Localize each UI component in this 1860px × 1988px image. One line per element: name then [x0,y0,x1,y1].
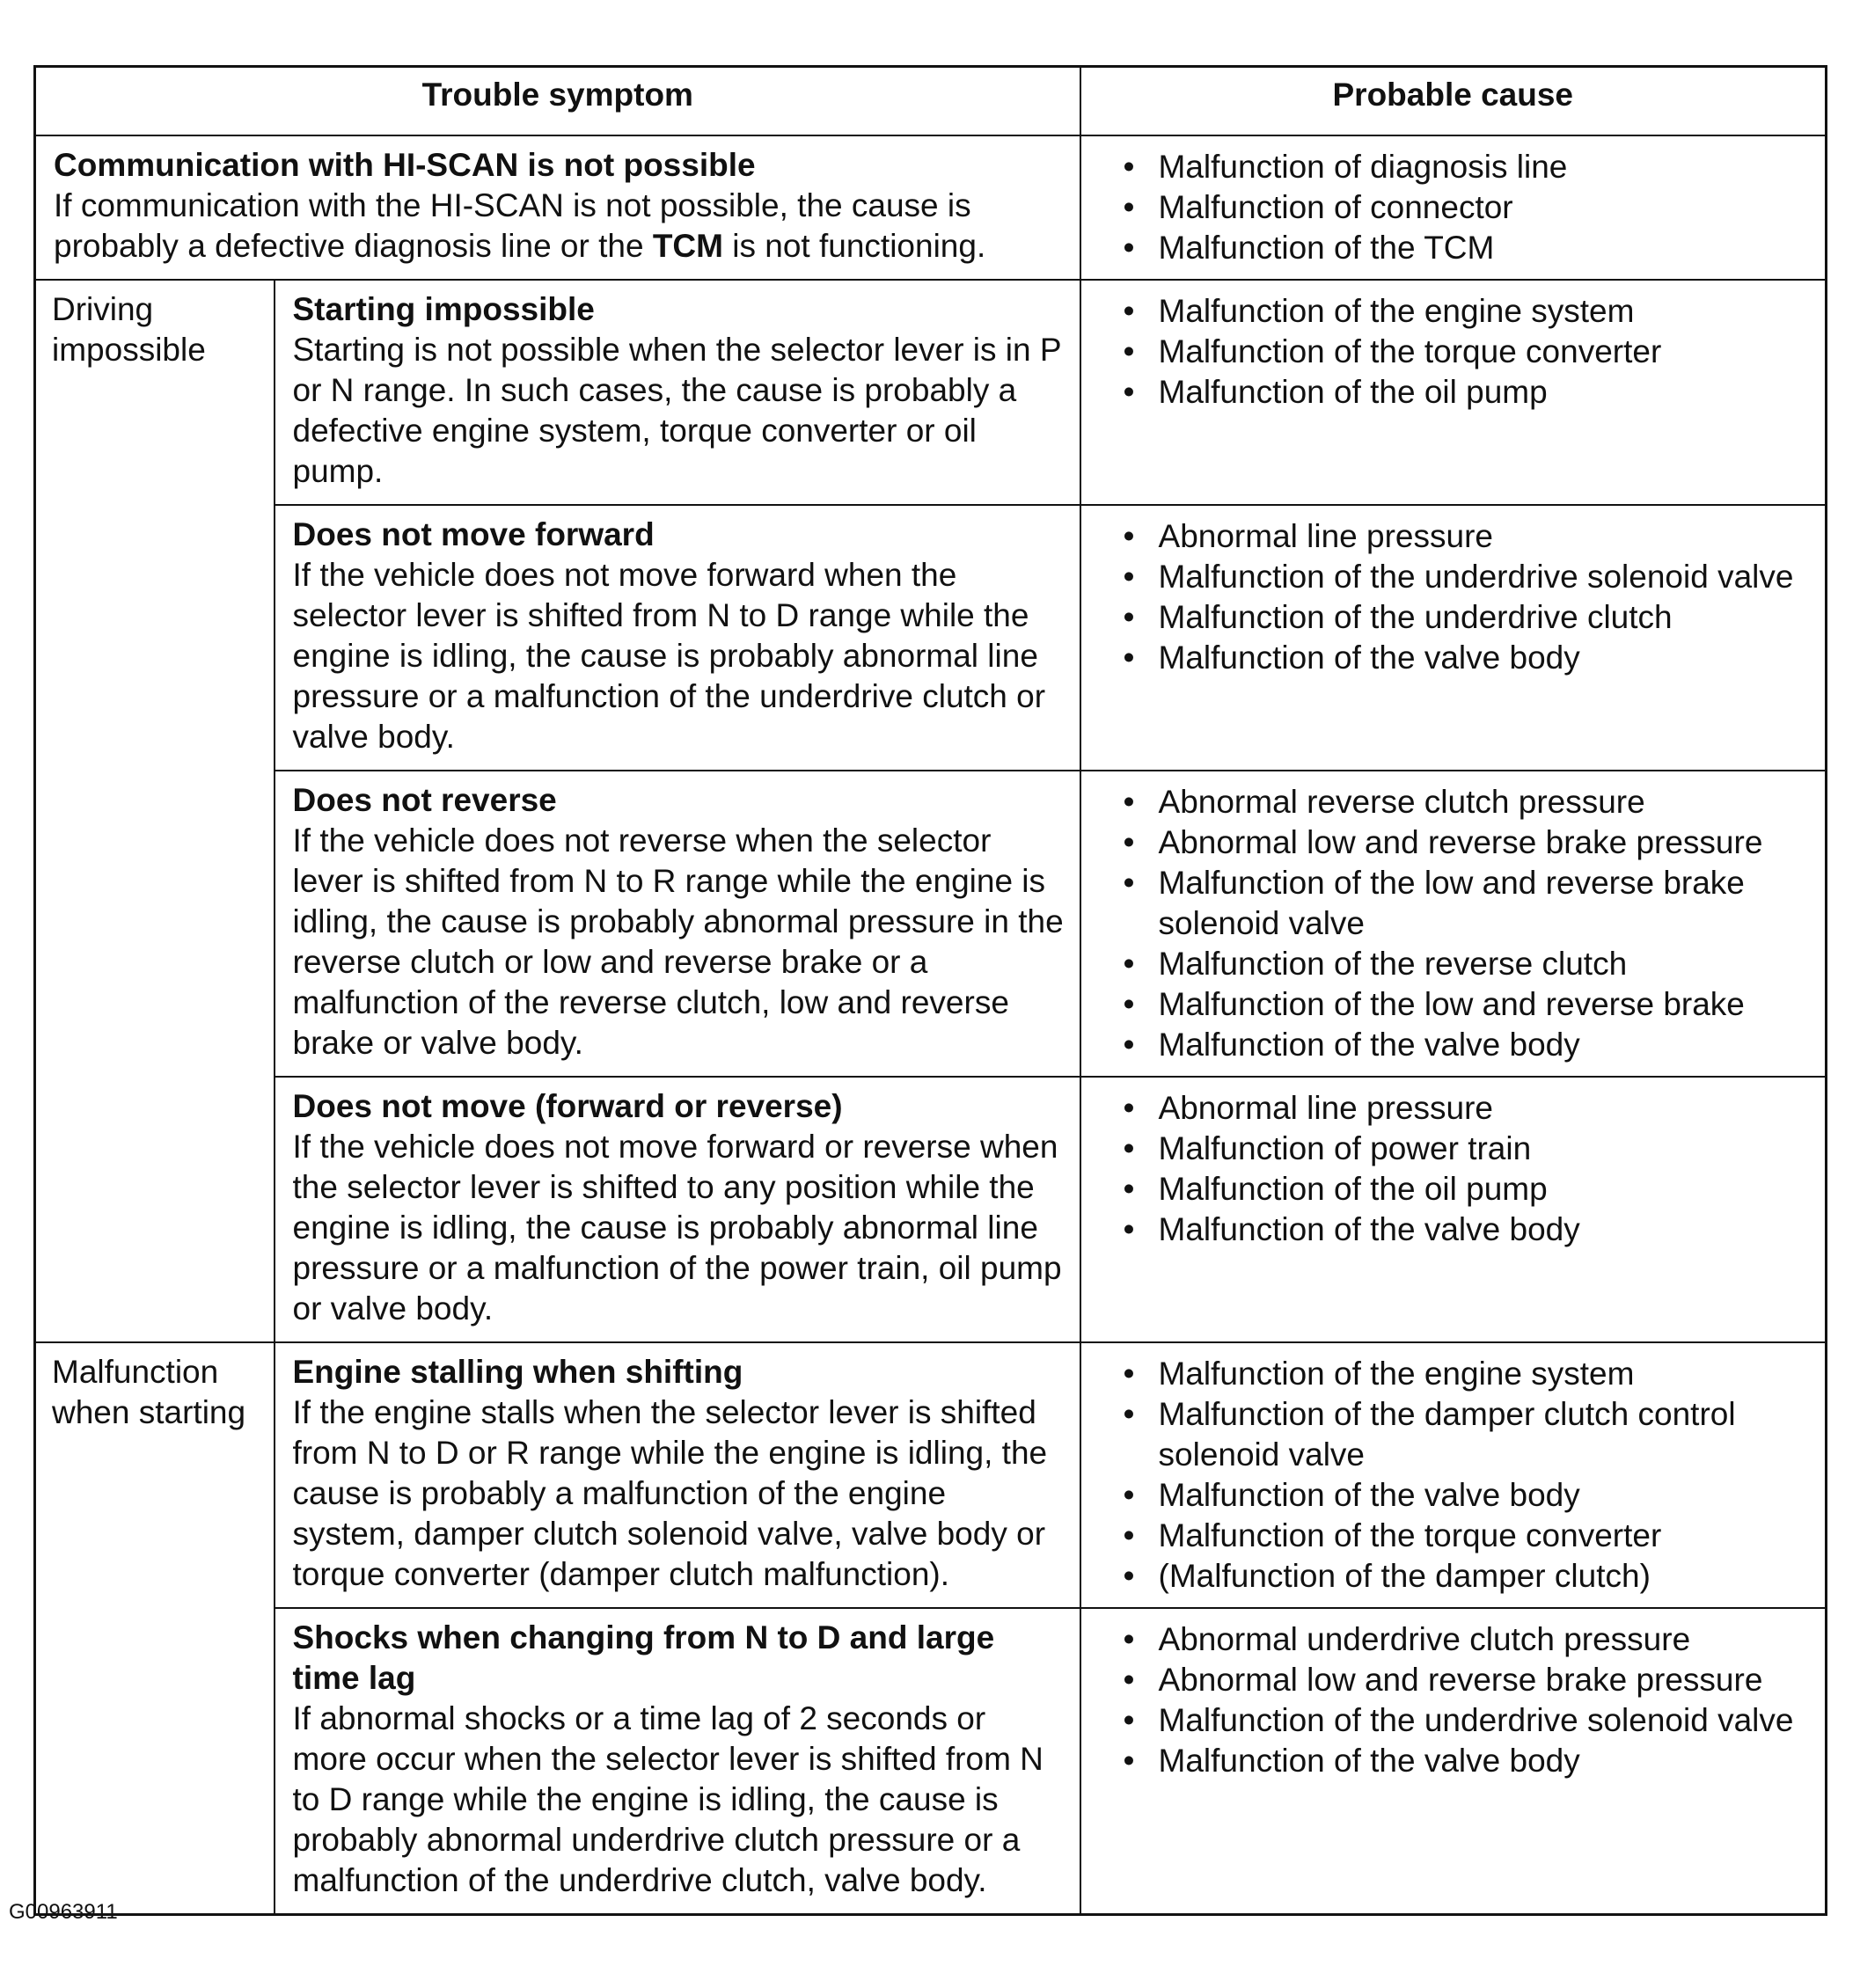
cause-list [1124,147,1812,268]
cause-item: • Malfunction of the valve body [1124,638,1812,678]
table-row [35,1077,1827,1342]
symptom-cell [35,135,1080,280]
cause-item: • Malfunction of the engine system [1124,291,1812,332]
cause-item: • Malfunction of the torque converter [1124,332,1812,372]
cause-cell [1080,1077,1827,1342]
header-probable-cause: Probable cause [1080,67,1827,136]
table-row [35,771,1827,1077]
cause-item: • Abnormal low and reverse brake pressure [1124,1660,1812,1700]
symptom-description: If the vehicle does not move forward or reverse when the selector lever is shifted to any position while the engine is idling, the cause is probably abnormal line pressure or a malfunction of the power train, oil pump or valve body. [292,1129,1062,1327]
symptom-description: Starting is not possible when the selector lever is in P or N range. In such cases, the cause is probably a defective engine system, torque converter or oil pump. [292,332,1061,489]
category-cell: Malfunction when starting [35,1342,275,1915]
cause-cell [1080,1342,1827,1608]
symptom-description-text-end: is not functioning. [722,228,986,264]
cause-item: • Malfunction of connector [1124,187,1812,228]
cause-item: • Abnormal low and reverse brake pressure [1124,822,1812,863]
symptom-description-text: If communication with the HI-SCAN is not possible, the cause is probably a defective diagnosis line or the [54,187,971,264]
symptom-cell [275,505,1080,771]
cause-item: • Malfunction of the damper clutch control solenoid valve [1124,1394,1812,1475]
table-body [35,135,1827,1915]
cause-item: • Malfunction of the low and reverse brake [1124,984,1812,1025]
symptom-title: Engine stalling when shifting [292,1354,743,1390]
cause-item: • Malfunction of diagnosis line [1124,147,1812,187]
symptom-description-bold: TCM [652,228,723,264]
cause-item: • Abnormal underdrive clutch pressure [1124,1619,1812,1660]
symptom-title: Does not reverse [292,782,557,818]
symptom-title: Starting impossible [292,291,595,327]
symptom-title: Does not move (forward or reverse) [292,1088,843,1124]
symptom-description: If the vehicle does not reverse when the selector lever is shifted from N to R range while the engine is idling, the cause is probably abnormal pressure in the reverse clutch or low and reverse brake or a malfunction of the reverse clutch, low and reverse brake or valve body. [292,822,1064,1061]
cause-item: • Malfunction of the engine system [1124,1354,1812,1394]
table-row-communication [35,135,1827,280]
symptom-cell [275,1342,1080,1608]
table-row [35,1608,1827,1915]
symptom-title: Communication with HI-SCAN is not possible [54,147,756,183]
symptom-description: If the engine stalls when the selector lever is shifted from N to D or R range while the engine is idling, the cause is probably a malfunction of the engine system, damper clutch solenoid valve, valve body or torque converter (damper clutch malfunction). [292,1394,1048,1592]
cause-list [1124,516,1812,678]
cause-item: • Malfunction of power train [1124,1129,1812,1169]
cause-item: • Malfunction of the reverse clutch [1124,944,1812,984]
cause-item: • Malfunction of the valve body [1124,1741,1812,1781]
cause-cell [1080,1608,1827,1915]
cause-item: • Malfunction of the TCM [1124,228,1812,268]
symptom-cell [275,1077,1080,1342]
table-row [35,1342,1827,1608]
cause-item: • Abnormal reverse clutch pressure [1124,782,1812,822]
symptom-description [54,186,1065,267]
cause-item: • Malfunction of the valve body [1124,1210,1812,1250]
cause-list [1124,291,1812,413]
symptom-title: Does not move forward [292,516,655,552]
cause-item: • (Malfunction of the damper clutch) [1124,1556,1812,1597]
cause-item: • Malfunction of the oil pump [1124,1169,1812,1210]
cause-cell [1080,505,1827,771]
symptom-description: If abnormal shocks or a time lag of 2 seconds or more occur when the selector lever is shifted from N to D range while the engine is idling, the cause is probably abnormal underdrive clutch pressure or a malfunction of the underdrive clutch, valve body. [292,1700,1044,1898]
symptom-description: If the vehicle does not move forward when the selector lever is shifted from N to D range while the engine is idling, the cause is probably abnormal line pressure or a malfunction of the underdrive clutch or valve body. [292,557,1046,755]
cause-item: • Malfunction of the underdrive solenoid valve [1124,557,1812,597]
figure-id: G00963911 [9,1900,118,1924]
cause-item: • Abnormal line pressure [1124,516,1812,557]
symptom-title: Shocks when changing from N to D and large time lag [292,1619,995,1696]
cause-item: • Abnormal line pressure [1124,1088,1812,1129]
trouble-symptom-table [33,65,1827,1916]
table-header-row [35,67,1827,136]
symptom-cell [275,771,1080,1077]
cause-list [1124,782,1812,1065]
table-row [35,505,1827,771]
table-row [35,280,1827,505]
category-cell: Driving impossible [35,280,275,1342]
cause-cell [1080,280,1827,505]
cause-cell [1080,771,1827,1077]
header-trouble-symptom: Trouble symptom [35,67,1080,136]
cause-cell [1080,135,1827,280]
cause-item: • Malfunction of the oil pump [1124,372,1812,413]
cause-list [1124,1088,1812,1250]
cause-item: • Malfunction of the valve body [1124,1025,1812,1065]
cause-item: • Malfunction of the low and reverse brake solenoid valve [1124,863,1812,944]
symptom-cell [275,1608,1080,1915]
cause-item: • Malfunction of the underdrive clutch [1124,597,1812,638]
cause-list [1124,1354,1812,1597]
cause-item: • Malfunction of the valve body [1124,1475,1812,1516]
symptom-cell [275,280,1080,505]
cause-item: • Malfunction of the torque converter [1124,1516,1812,1556]
cause-list [1124,1619,1812,1781]
cause-item: • Malfunction of the underdrive solenoid valve [1124,1700,1812,1741]
